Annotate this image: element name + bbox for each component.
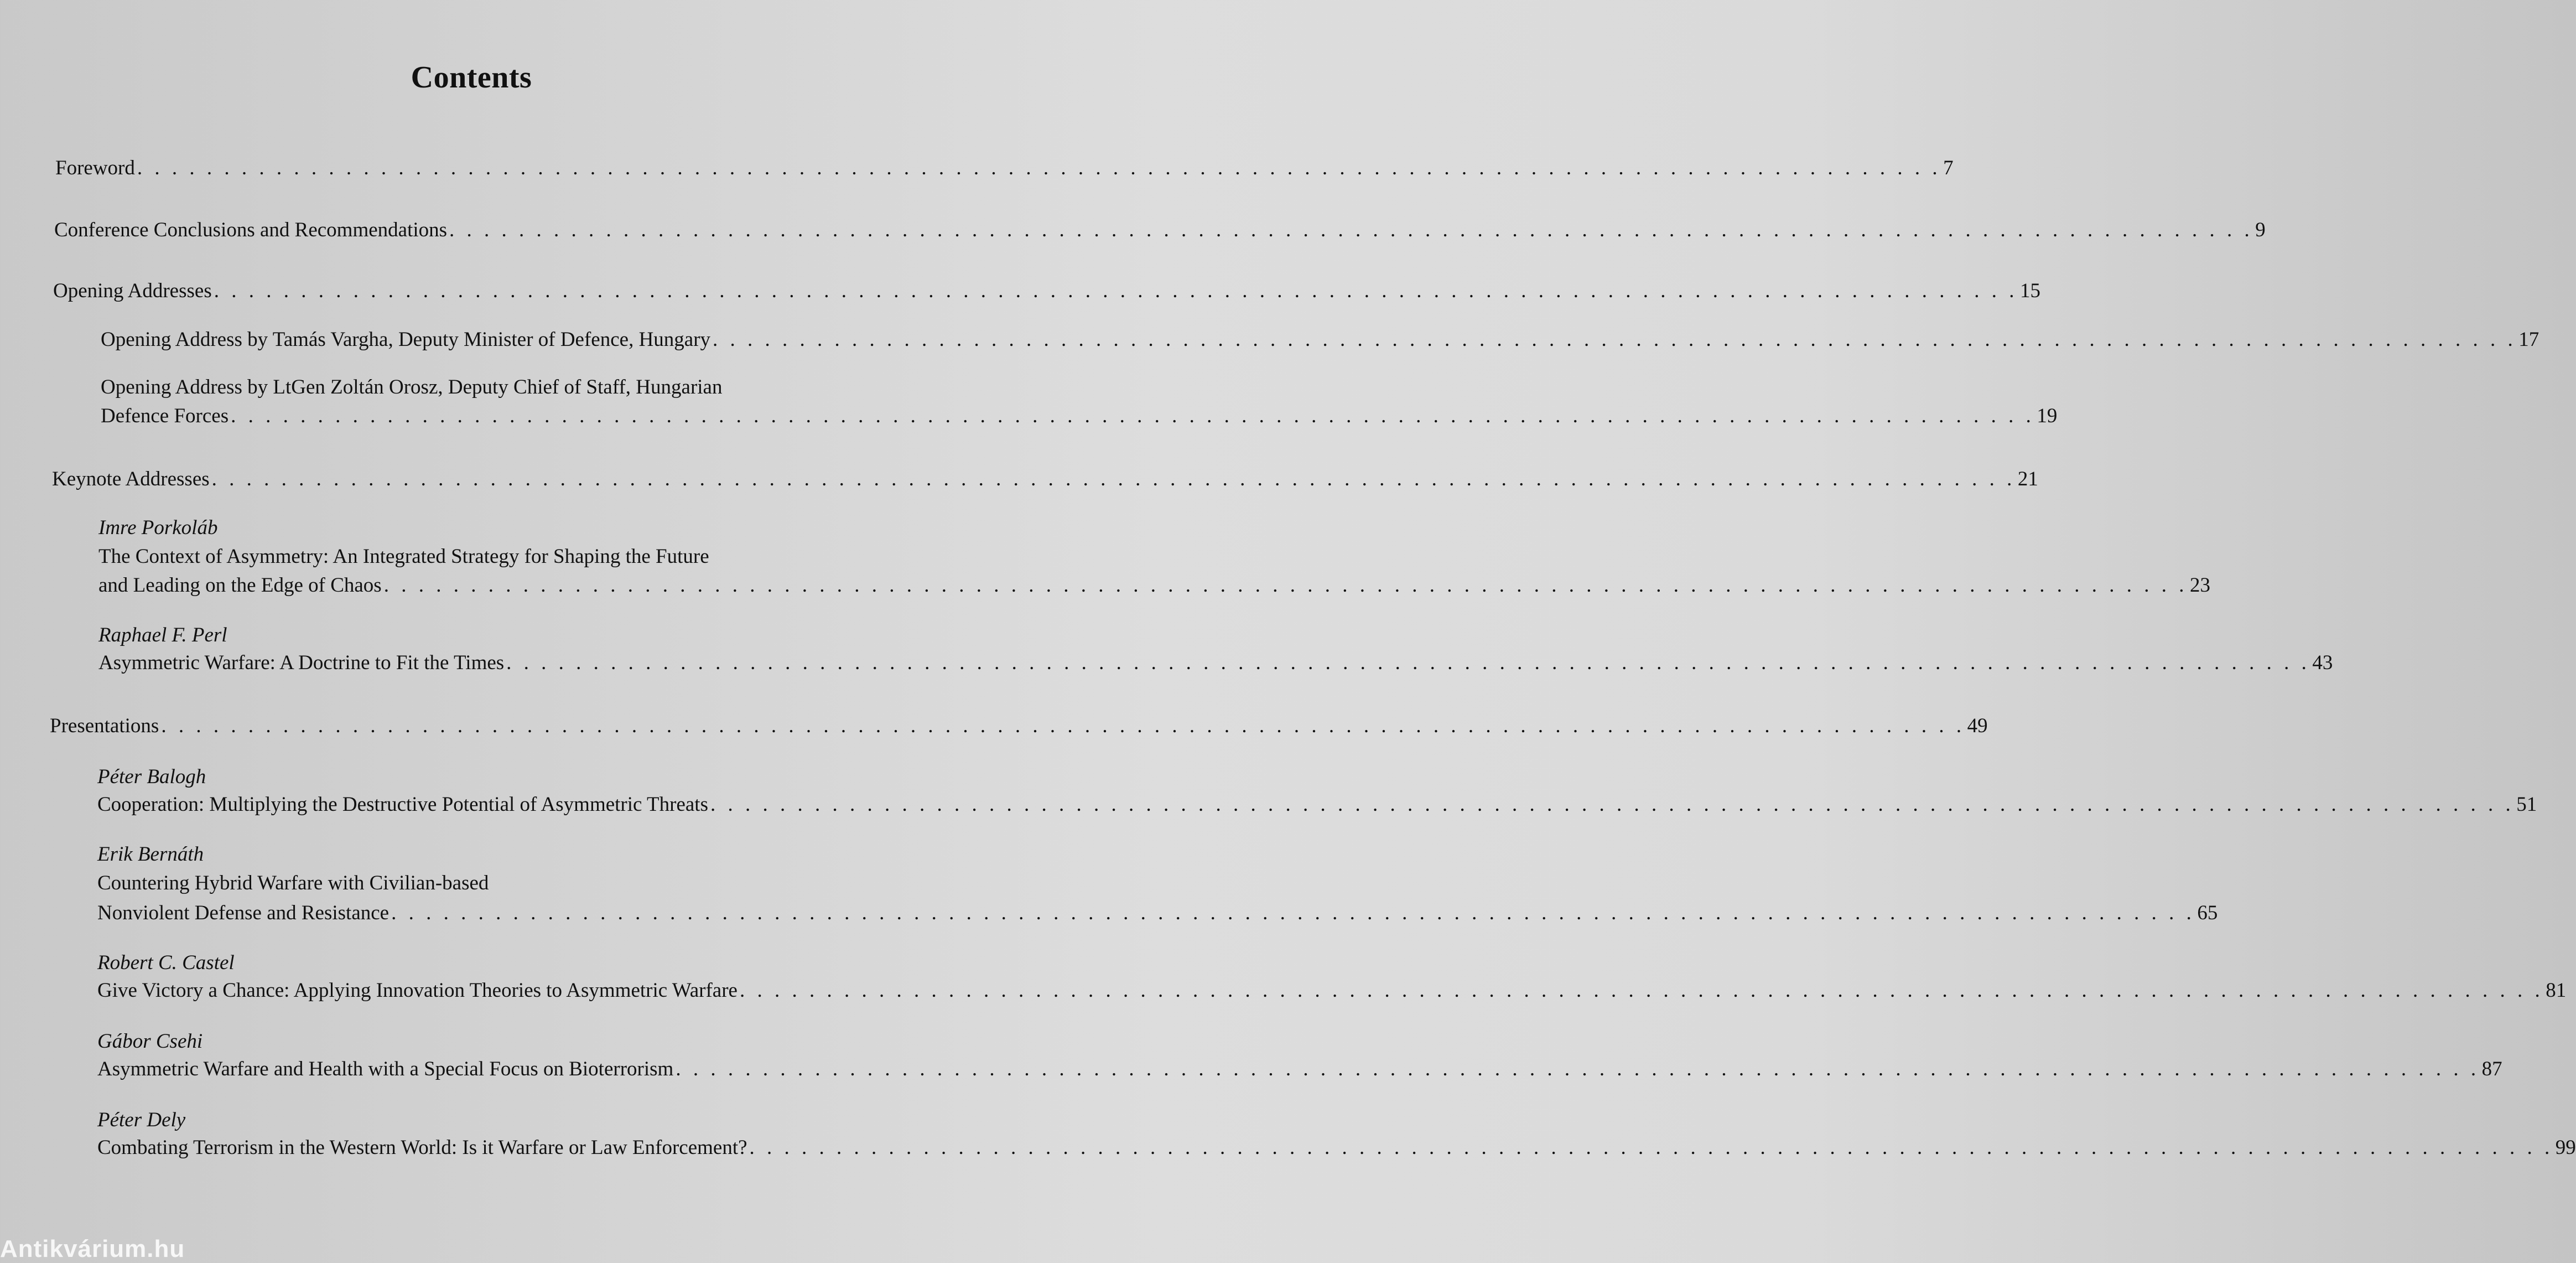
toc-entry-label: Cooperation: Multiplying the Destructive Potential of Asymmetric Threats	[97, 793, 708, 816]
toc-page-number: 19	[2037, 405, 2058, 427]
toc-section-opening[interactable]	[53, 277, 2040, 306]
dot-leader: . . . . . . . . . . . . . . . . . . . . . . . . . . . . . . . . . . . . . . . . . . . . . . . . . . . . . . . . . . . . . . . . . . . . . . . . . . . . . . . . . . . . . . . . . . . . . . . . . . . . . . . .	[710, 793, 2515, 816]
toc-entry-label: Presentations	[50, 715, 159, 737]
toc-entry-label: Foreword	[55, 157, 135, 179]
toc-page-number: 81	[2546, 979, 2567, 1002]
dot-leader: . . . . . . . . . . . . . . . . . . . . . . . . . . . . . . . . . . . . . . . . . . . . . . . . . . . . . . . . . . . . . . . . . . . . . . . . . . . . . . . . . . . . . . . . . . . . . . . . . . . . . . . .	[391, 902, 2195, 924]
toc-entry-label: Opening Address by Tamás Vargha, Deputy Minister of Defence, Hungary	[101, 328, 711, 351]
toc-author: Raphael F. Perl	[98, 624, 227, 646]
toc-page-number: 15	[2019, 279, 2040, 302]
dot-leader: . . . . . . . . . . . . . . . . . . . . . . . . . . . . . . . . . . . . . . . . . . . . . . . . . . . . . . . . . . . . . . . . . . . . . . . . . . . . . . . . . . . . . . . . . . . . . . . . . . . . . . . .	[211, 468, 2016, 490]
page-title: Contents	[411, 60, 532, 95]
toc-page-number: 7	[1943, 157, 1954, 179]
toc-section-presentations[interactable]	[50, 712, 1988, 741]
toc-entry-balogh[interactable]	[97, 790, 2537, 819]
toc-entry-label: Combating Terrorism in the Western World: Is it Warfare or Law Enforcement?	[97, 1136, 747, 1159]
toc-entry-label: Asymmetric Warfare: A Doctrine to Fit the Times	[98, 651, 505, 674]
toc-entry-opening-vargha[interactable]	[101, 325, 2539, 354]
dot-leader: . . . . . . . . . . . . . . . . . . . . . . . . . . . . . . . . . . . . . . . . . . . . . . . . . . . . . . . . . . . . . . . . . . . . . . . . . . . . . . . . . . . . . . . . . . . . . . . . . . . . . . . .	[137, 157, 1941, 179]
toc-entry-dely[interactable]	[97, 1133, 2576, 1162]
toc-entry-csehi[interactable]	[97, 1055, 2502, 1084]
toc-author: Imre Porkoláb	[98, 516, 218, 539]
toc-page-number: 17	[2518, 328, 2539, 351]
toc-entry-label: Give Victory a Chance: Applying Innovation Theories to Asymmetric Warfare	[97, 979, 738, 1002]
toc-entry-bernath[interactable]	[97, 899, 2218, 928]
toc-entry-title-line: Opening Address by LtGen Zoltán Orosz, Deputy Chief of Staff, Hungarian	[101, 376, 723, 398]
toc-page-number: 9	[2255, 219, 2266, 241]
toc-page-number: 43	[2312, 651, 2333, 674]
toc-page-number: 65	[2197, 902, 2218, 924]
toc-page-number: 99	[2555, 1136, 2576, 1159]
dot-leader: . . . . . . . . . . . . . . . . . . . . . . . . . . . . . . . . . . . . . . . . . . . . . . . . . . . . . . . . . . . . . . . . . . . . . . . . . . . . . . . . . . . . . . . . . . . . . . . . . . . . . . . .	[676, 1058, 2480, 1080]
toc-page-number: 87	[2481, 1058, 2502, 1080]
toc-entry-label: and Leading on the Edge of Chaos	[98, 574, 382, 597]
toc-section-keynote[interactable]	[52, 465, 2038, 494]
toc-entry-title-line: The Context of Asymmetry: An Integrated Strategy for Shaping the Future	[98, 545, 709, 568]
toc-author: Robert C. Castel	[97, 951, 235, 974]
toc-entry-castel[interactable]	[97, 976, 2567, 1005]
toc-entry-label: Nonviolent Defense and Resistance	[97, 902, 389, 924]
toc-author: Gábor Csehi	[97, 1030, 203, 1053]
dot-leader: . . . . . . . . . . . . . . . . . . . . . . . . . . . . . . . . . . . . . . . . . . . . . . . . . . . . . . . . . . . . . . . . . . . . . . . . . . . . . . . . . . . . . . . . . . . . . . . . . . . . . . . .	[383, 574, 2188, 597]
watermark: Antikvárium.hu	[0, 1235, 185, 1262]
toc-entry-label: Asymmetric Warfare and Health with a Special Focus on Bioterrorism	[97, 1058, 674, 1080]
toc-author: Erik Bernáth	[97, 843, 204, 866]
dot-leader: . . . . . . . . . . . . . . . . . . . . . . . . . . . . . . . . . . . . . . . . . . . . . . . . . . . . . . . . . . . . . . . . . . . . . . . . . . . . . . . . . . . . . . . . . . . . . . . . . . . . . . . .	[739, 979, 2544, 1002]
toc-entry-label: Opening Addresses	[53, 279, 212, 302]
toc-entry-porkolab[interactable]	[98, 571, 2210, 600]
toc-page-number: 23	[2189, 574, 2210, 597]
dot-leader: . . . . . . . . . . . . . . . . . . . . . . . . . . . . . . . . . . . . . . . . . . . . . . . . . . . . . . . . . . . . . . . . . . . . . . . . . . . . . . . . . . . . . . . . . . . . . . . . . . . . . . . .	[713, 328, 2517, 351]
toc-entry-label: Defence Forces	[101, 405, 229, 427]
toc-entry-opening-orosz[interactable]	[101, 402, 2058, 431]
toc-entry-conclusions[interactable]	[54, 216, 2266, 245]
toc-entry-perl[interactable]	[98, 649, 2333, 677]
toc-page-number: 51	[2516, 793, 2537, 816]
toc-page-number: 49	[1967, 715, 1988, 737]
toc-author: Péter Dely	[97, 1109, 186, 1131]
dot-leader: . . . . . . . . . . . . . . . . . . . . . . . . . . . . . . . . . . . . . . . . . . . . . . . . . . . . . . . . . . . . . . . . . . . . . . . . . . . . . . . . . . . . . . . . . . . . . . . . . . . . . . . .	[749, 1136, 2553, 1159]
toc-page-number: 21	[2017, 468, 2038, 490]
dot-leader: . . . . . . . . . . . . . . . . . . . . . . . . . . . . . . . . . . . . . . . . . . . . . . . . . . . . . . . . . . . . . . . . . . . . . . . . . . . . . . . . . . . . . . . . . . . . . . . . . . . . . . . .	[161, 715, 1965, 737]
dot-leader: . . . . . . . . . . . . . . . . . . . . . . . . . . . . . . . . . . . . . . . . . . . . . . . . . . . . . . . . . . . . . . . . . . . . . . . . . . . . . . . . . . . . . . . . . . . . . . . . . . . . . . . .	[449, 219, 2253, 241]
toc-entry-label: Conference Conclusions and Recommendations	[54, 219, 448, 241]
toc-entry-label: Keynote Addresses	[52, 468, 210, 490]
dot-leader: . . . . . . . . . . . . . . . . . . . . . . . . . . . . . . . . . . . . . . . . . . . . . . . . . . . . . . . . . . . . . . . . . . . . . . . . . . . . . . . . . . . . . . . . . . . . . . . . . . . . . . . .	[231, 405, 2035, 427]
toc-entry-foreword[interactable]	[55, 154, 1954, 183]
dot-leader: . . . . . . . . . . . . . . . . . . . . . . . . . . . . . . . . . . . . . . . . . . . . . . . . . . . . . . . . . . . . . . . . . . . . . . . . . . . . . . . . . . . . . . . . . . . . . . . . . . . . . . . .	[214, 279, 2018, 302]
dot-leader: . . . . . . . . . . . . . . . . . . . . . . . . . . . . . . . . . . . . . . . . . . . . . . . . . . . . . . . . . . . . . . . . . . . . . . . . . . . . . . . . . . . . . . . . . . . . . . . . . . . . . . . .	[506, 651, 2310, 674]
toc-author: Péter Balogh	[97, 765, 206, 788]
toc-entry-title-line: Countering Hybrid Warfare with Civilian-based	[97, 872, 489, 894]
